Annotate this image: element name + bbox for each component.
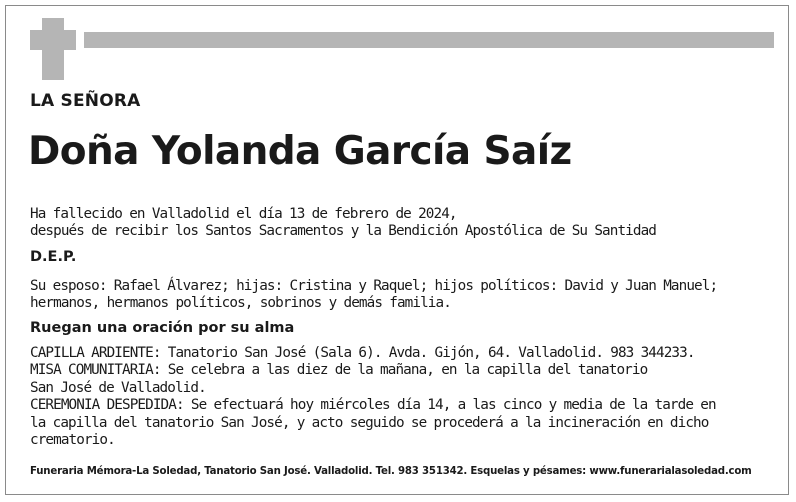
detail-line: CEREMONIA DESPEDIDA: Se efectuará hoy miércoles día 14, a las cinco y media de la tarde en [30, 397, 716, 414]
deceased-name: Doña Yolanda García Saíz [28, 129, 572, 174]
announcement-line: Ha fallecido en Valladolid el día 13 de febrero de 2024, [30, 206, 457, 222]
announcement-line: después de recibir los Santos Sacramentos y la Bendición Apostólica de Su Santidad [30, 223, 657, 240]
family-text [30, 278, 780, 313]
detail-line: San José de Valladolid. [30, 379, 206, 396]
cross-icon-arm [30, 30, 76, 50]
family-line: hermanos, hermanos políticos, sobrinos y demás familia. [30, 295, 451, 312]
detail-line: CAPILLA ARDIENTE: Tanatorio San José (Sala 6). Avda. Gijón, 64. Valladolid. 983 344233. [30, 345, 695, 361]
detail-line: crematorio. [30, 432, 115, 449]
honorific-title: LA SEÑORA [30, 91, 141, 111]
detail-line: la capilla del tanatorio San José, y acto seguido se procederá a la incineración en dicho [30, 414, 709, 431]
family-line: Su esposo: Rafael Álvarez; hijas: Cristina y Raquel; hijos políticos: David y Juan Manuel; [30, 278, 718, 294]
header-rule [84, 32, 774, 48]
announcement-text [30, 206, 780, 241]
detail-line: MISA COMUNITARIA: Se celebra a las diez de la mañana, en la capilla del tanatorio [30, 362, 648, 379]
prayer-label: Ruegan una oración por su alma [30, 320, 295, 336]
ceremony-details [30, 345, 780, 449]
dep-label: D.E.P. [30, 249, 77, 265]
funeral-home-footer: Funeraria Mémora-La Soledad, Tanatorio San José. Valladolid. Tel. 983 351342. Esquelas y pésames: www.funerarialasoledad.com [30, 466, 752, 477]
